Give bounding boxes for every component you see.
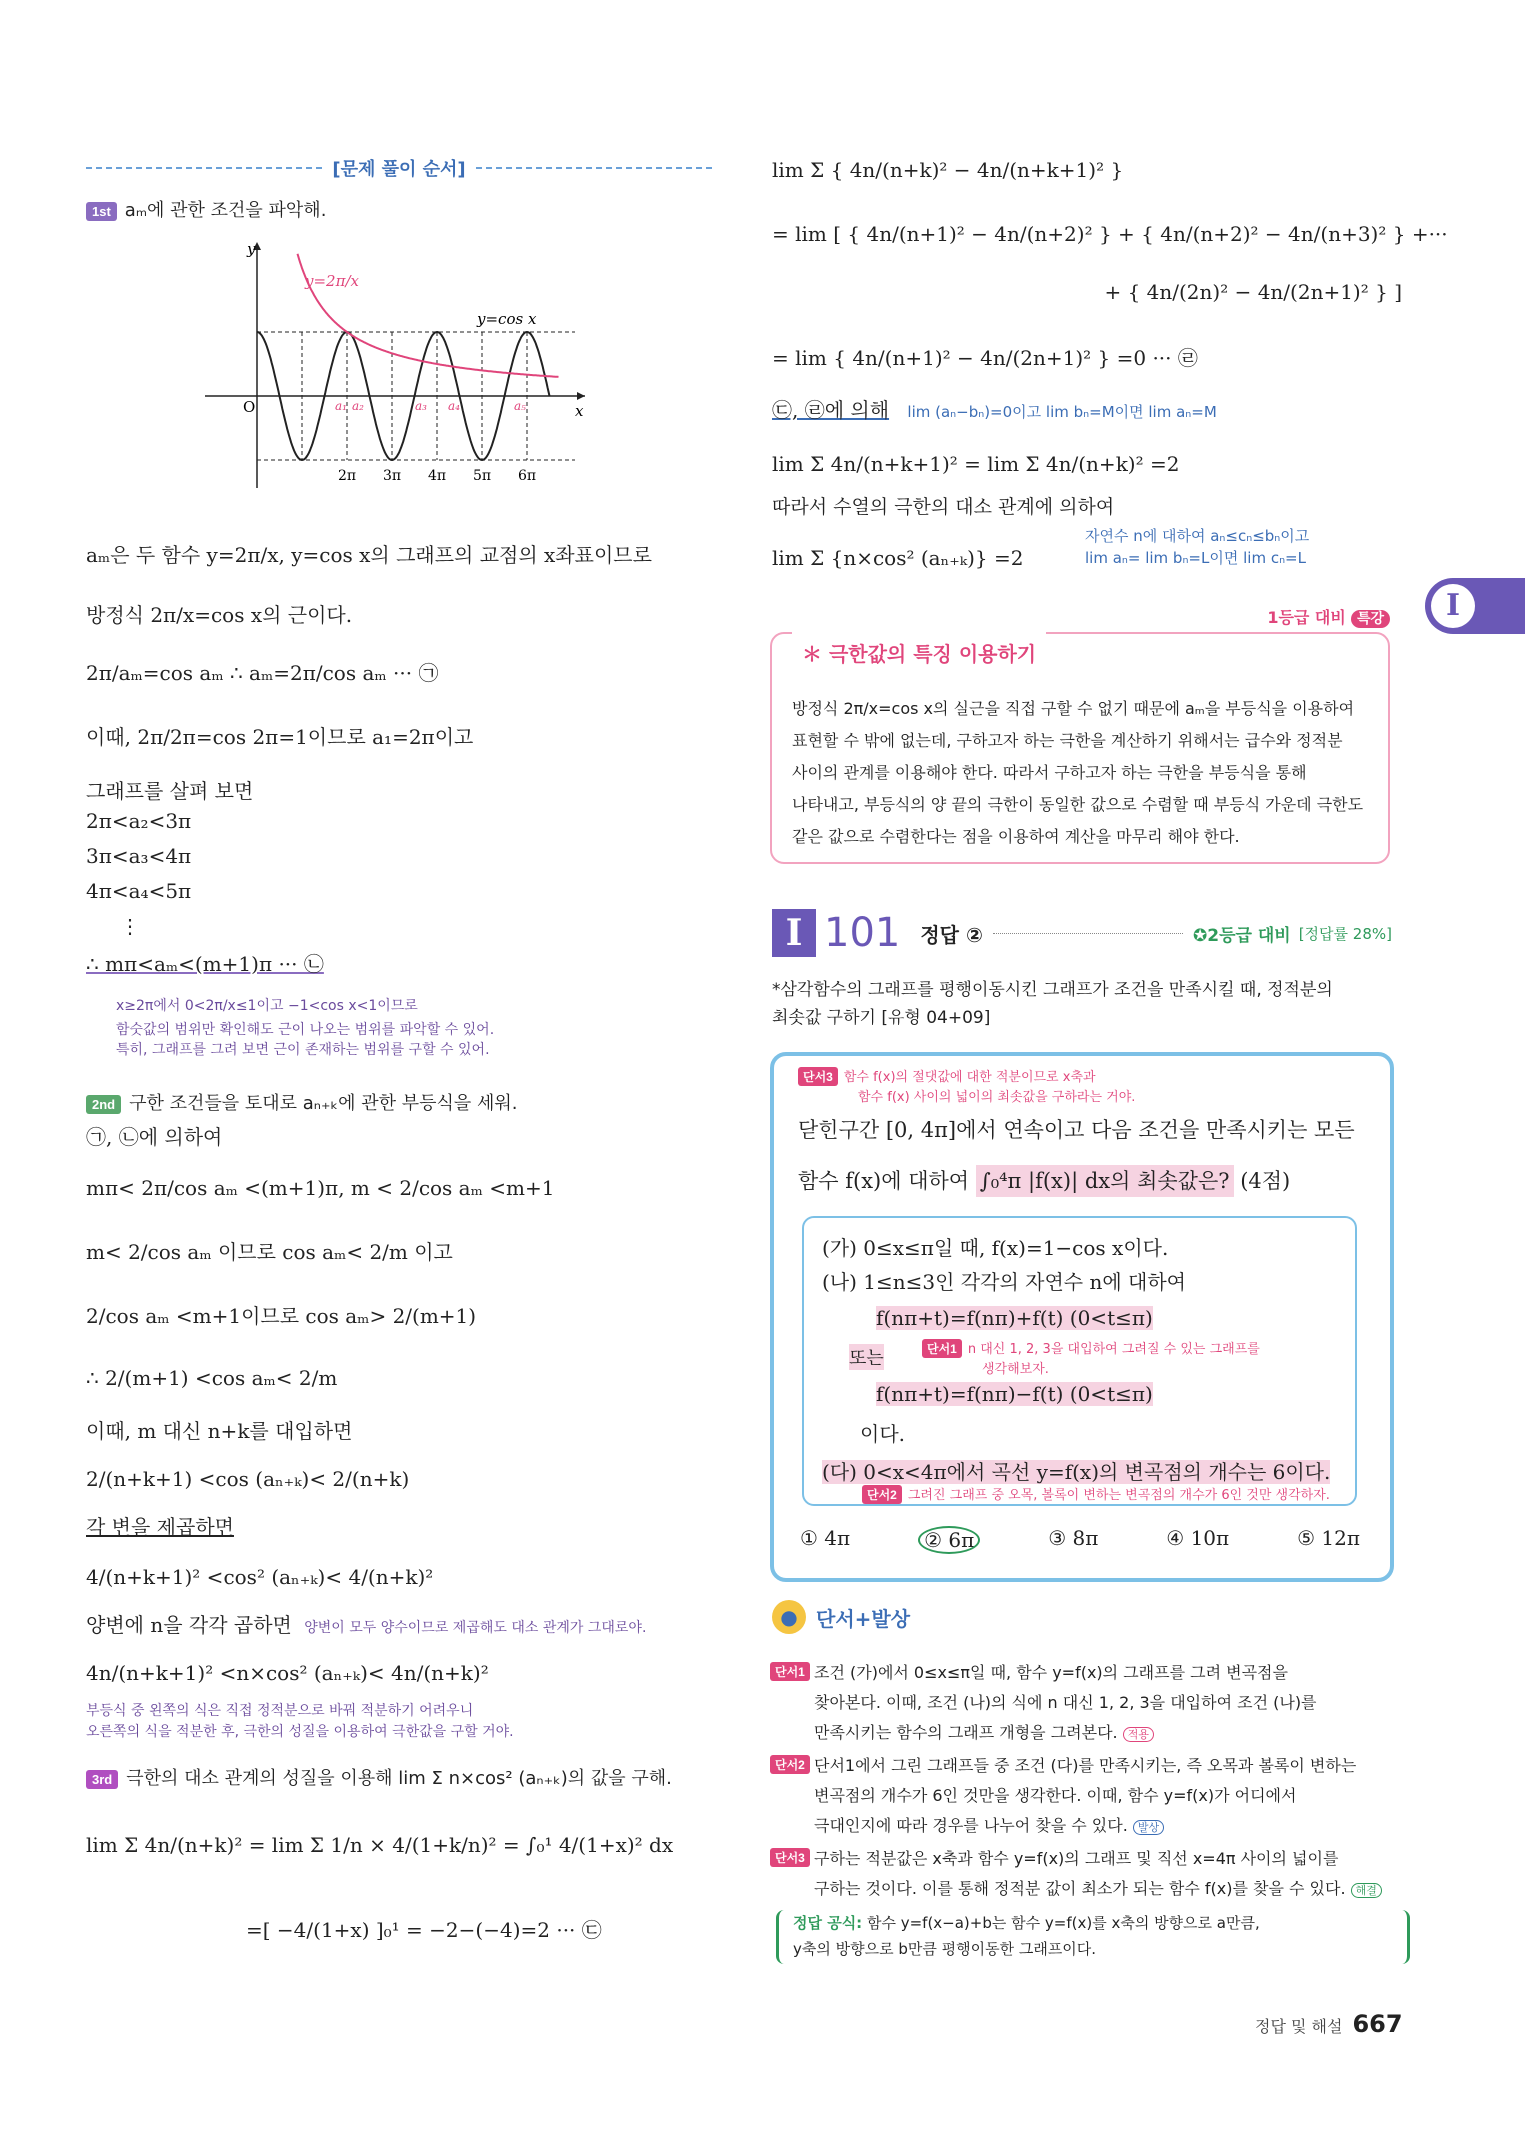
stem-line2 [798,1156,1290,1206]
side-tab-label: I [1431,584,1475,628]
x-axis-arrow [577,392,585,400]
rline-7-text: 따라서 수열의 극한의 대소 관계에 의하여 [772,496,1115,518]
note3 [86,1700,514,1742]
hint2-badge: 발상 [1133,1820,1164,1835]
hint1-line1: 조건 (가)에서 0≤x≤π일 때, 함수 y=f(x)의 그래프를 그려 변곡점을 [814,1663,1288,1682]
axis-y-label: y [247,240,256,258]
note1-line1: x≥2π에서 0<2π/x≤1이고 −1<cos x<1이므로 [116,998,418,1014]
note-limit: lim (aₙ−bₙ)=0이고 lim bₙ=M이면 lim aₙ=M [907,403,1217,421]
special-header [770,605,1390,628]
cond-b1: f(nπ+t)=f(nπ)+f(t) (0<t≤π) [876,1306,1153,1330]
line3-2: =[ −4/(1+x) ]₀¹ = −2−(−4)=2 ··· ㉢ [246,1918,602,1942]
choice-3[interactable]: ③ 8π [1048,1526,1099,1550]
step2 [86,1089,518,1115]
point-a3: a₃ [415,399,427,413]
note-squeeze-2: lim aₙ= lim bₙ=L이면 lim cₙ=L [1085,549,1306,567]
section-title: [문제 풀이 순서] [332,159,466,180]
hint2-tag: 단서2 [770,1755,810,1774]
clue3-tag: 단서3 [798,1067,838,1086]
hint3-line1: 구하는 적분값은 x축과 함수 y=f(x)의 그래프 및 직선 x=4π 사이의 넓이를 [814,1849,1339,1868]
hint-title: 단서+발상 [816,1606,911,1631]
hint3-tag: 단서3 [770,1848,810,1867]
answer-label: 정답 ② [920,922,983,947]
line2-7: 2/(n+k+1) <cos (aₙ₊ₖ)< 2/(n+k) [86,1467,410,1491]
note1 [116,995,494,1059]
note1-line2: 함숫값의 범위만 확인해도 근이 나오는 범위를 파악할 수 있어. [116,1022,495,1038]
special-title: 극한값의 특징 이용하기 [828,642,1037,666]
line-8: 4π<a₄<5π [86,879,192,903]
clue1-tag: 단서1 [922,1339,962,1358]
note3-line1: 부등식 중 왼쪽의 식은 직접 정적분으로 바꿔 적분하기 어려우니 [86,1703,474,1719]
stem-integral: ∫₀⁴π |f(x)| dx의 최솟값은? [976,1165,1234,1197]
cond-c [822,1456,1330,1485]
line-4: 이때, 2π/2π=cos 2π=1이므로 a₁=2π이고 [86,725,474,749]
choice-5[interactable]: ⑤ 12π [1297,1526,1360,1550]
rline-6: lim Σ 4n/(n+k+1)² = lim Σ 4n/(n+k)² =2 [772,452,1180,476]
line2-2: mπ< 2π/cos aₘ <(m+1)π, m < 2/cos aₘ <m+1 [86,1176,555,1200]
clue3-line2: 함수 f(x) 사이의 넓이의 최솟값을 구하라는 거야. [858,1090,1136,1105]
side-tab[interactable] [1425,578,1525,634]
origin-label: O [243,398,256,416]
formula-box [776,1910,1410,1964]
cond-c-text: (다) 0<x<4π에서 곡선 y=f(x)의 변곡점의 개수는 6이다. [822,1460,1331,1484]
special-body-5: 같은 값으로 수렴한다는 점을 이용하여 계산을 마무리 해야 한다. [792,827,1240,846]
clue2-tag: 단서2 [862,1485,902,1504]
correct-rate: [정답률 28%] [1298,924,1392,943]
note1-line3: 특히, 그래프를 그려 보면 근이 존재하는 범위를 구할 수 있어. [116,1042,490,1058]
page-number: 667 [1352,2010,1403,2038]
choice-2[interactable]: ② 6π [918,1526,980,1554]
special-body-1: 방정식 2π/x=cos x의 실근을 직접 구할 수 없기 때문에 aₘ을 부등식을 이용하여 [792,699,1355,718]
point-a4: a₄ [448,399,460,413]
rline-8: lim Σ {n×cos² (aₙ₊ₖ)} =2 [772,546,1024,570]
special-body-3: 사이의 관계를 이용해야 한다. 따라서 구하고자 하는 극한을 부등식을 통해 [792,763,1307,782]
tick-4pi: 4π [427,468,447,484]
hint1-line3: 만족시키는 함수의 그래프 개형을 그려본다. [814,1723,1118,1742]
point-a2: a₂ [352,399,364,413]
clue1-line1: n 대신 1, 2, 3을 대입하여 그려질 수 있는 그래프를 [967,1342,1260,1357]
cond-a: (가) 0≤x≤π일 때, f(x)=1−cos x이다. [822,1236,1169,1260]
tick-5pi: 5π [472,468,492,484]
point-a5: a₅ [514,399,526,413]
special-body-4: 나타내고, 부등식의 양 끝의 극한이 동일한 값으로 수렴할 때 부등식 가운데 극한도 [792,795,1364,814]
special-body-2: 표현할 수 밖에 없는데, 구하고자 하는 극한을 계산하기 위해서는 급수와 정적분 [792,731,1343,750]
step2-tag: 2nd [86,1095,121,1114]
clue1 [922,1338,1260,1377]
rline-5: ㉢, ㉣에 의해 [772,398,890,422]
stem-line1: 닫힌구간 [0, 4π]에서 연속이고 다음 조건을 만족시키는 모든 [798,1118,1355,1142]
cond-b2: f(nπ+t)=f(nπ)−f(t) (0<t≤π) [876,1382,1153,1406]
summary-line1: *삼각함수의 그래프를 평행이동시킨 그래프가 조건을 만족시킬 때, 정적분의 [772,980,1333,1000]
clue3 [798,1066,1135,1105]
line2-10-text: 양변에 n을 각각 곱하면 [86,1613,292,1637]
footer [1255,2010,1403,2038]
grade-star-icon: ✪ [1193,925,1208,946]
point-a1: a₁ [335,399,347,413]
cond-b-end: 이다. [860,1422,905,1446]
cond-b-or: 또는 [849,1344,884,1370]
graph [195,238,595,498]
stem-pre: 함수 f(x)에 대하여 [798,1169,970,1193]
left-lines [86,535,726,978]
hint-item-1 [770,1660,1400,1753]
hint2-line3: 극대인지에 따라 경우를 나누어 찾을 수 있다. [814,1816,1128,1835]
special-badge: 특강 [1351,610,1390,628]
special-body [792,696,1377,856]
note-squeeze-1: 자연수 n에 대하여 aₙ≤cₙ≤bₙ이고 [1085,527,1310,545]
formula-line1: 함수 y=f(x−a)+b는 함수 y=f(x)를 x축의 방향으로 a만큼, [866,1914,1260,1932]
step1-tag: 1st [86,202,117,221]
choices [800,1526,1360,1554]
line2-4: 2/cos aₘ <m+1이므로 cos aₘ> 2/(m+1) [86,1304,477,1328]
rline-3: + { 4n/(2n)² − 4n/(2n+1)² } ] [1104,280,1402,304]
axis-x-label: x [575,402,584,420]
line-5: 그래프를 살펴 보면 [86,779,254,803]
rline-1: lim Σ { 4n/(n+k)² − 4n/(n+k+1)² } [772,158,1124,182]
line2-8: 각 변을 제곱하면 [86,1515,234,1539]
hint2-line2: 변곡점의 개수가 6인 것만을 생각한다. 이때, 함수 y=f(x)가 어디에서 [814,1786,1297,1805]
rline-4: = lim { 4n/(n+1)² − 4n/(2n+1)² } =0 ··· ㉣ [772,346,1198,370]
step1 [86,196,326,222]
line-10: ∴ mπ<aₘ<(m+1)π ··· ㉡ [86,952,324,976]
hint-item-2 [770,1753,1400,1846]
hint1-line2: 찾아본다. 이때, 조건 (나)의 식에 n 대신 1, 2, 3을 대입하여 조건 (나)를 [814,1693,1317,1712]
note3-line2: 오른쪽의 식을 적분한 후, 극한의 성질을 이용하여 극한값을 구할 거야. [86,1724,514,1740]
formula-label: 정답 공식: [793,1914,863,1932]
clue2 [862,1484,1330,1504]
tick-6pi: 6π [517,468,537,484]
section-title-row [86,155,712,181]
hint2-line1: 단서1에서 그린 그래프들 중 조건 (다)를 만족시키는, 즉 오목과 볼록이 변하는 [814,1756,1357,1775]
choice-4[interactable]: ④ 10π [1166,1526,1230,1550]
tick-2pi: 2π [337,468,357,484]
line2-1: ㉠, ㉡에 의하여 [86,1125,223,1149]
special-star-icon: ＊ [802,642,829,666]
line-7: 3π<a₃<4π [86,844,192,868]
problem-header [772,908,1392,958]
line2-3: m< 2/cos aₘ 이므로 cos aₘ< 2/m 이고 [86,1240,453,1264]
line2-5: ∴ 2/(m+1) <cos aₘ< 2/m [86,1366,338,1390]
step3 [86,1764,672,1790]
hint3-badge: 해결 [1351,1883,1382,1898]
choice-1[interactable]: ① 4π [800,1526,851,1550]
hint1-tag: 단서1 [770,1662,810,1681]
footer-label: 정답 및 해설 [1255,2017,1343,2036]
step1-text: aₘ에 관한 조건을 파악해. [124,200,327,221]
problem-number: 101 [824,910,901,956]
line-9: ⋮ [120,914,140,938]
line-2: 방정식 2π/x=cos x의 근이다. [86,603,353,627]
hyperbola-label: y=2π/x [305,272,359,290]
summary-line2: 최솟값 구하기 [유형 04+09] [772,1008,991,1028]
hint-item-3 [770,1846,1400,1916]
step3-tag: 3rd [86,1770,118,1789]
special-box [770,632,1390,864]
hint1-badge: 적용 [1123,1727,1154,1742]
hint-items [770,1660,1400,1916]
grade-label [1193,921,1291,946]
note-squeeze [1085,525,1309,569]
line2-6: 이때, m 대신 n+k를 대입하면 [86,1419,353,1443]
line-3: 2π/aₘ=cos aₘ ∴ aₘ=2π/cos aₘ ··· ㉠ [86,661,439,685]
right-lines [772,145,1448,383]
problem-box [770,1052,1394,1582]
hint-title-row [772,1600,910,1634]
problem-summary [772,975,1333,1031]
hint3-line2: 구하는 것이다. 이를 통해 정적분 값이 최소가 되는 함수 f(x)를 찾을 수 있다. [814,1879,1346,1898]
tick-3pi: 3π [382,468,402,484]
rline-7 [772,492,1114,526]
lightbulb-icon: ● [772,1600,806,1634]
line-1: aₘ은 두 함수 y=2π/x, y=cos x의 그래프의 교점의 x좌표이므로 [86,543,652,567]
line2-11: 4n/(n+k+1)² <n×cos² (aₙ₊ₖ)< 4n/(n+k)² [86,1661,489,1685]
line3-1: lim Σ 4n/(n+k)² = lim Σ 1/n × 4/(1+k/n)² = ∫₀¹ 4/(1+x)² dx [86,1833,674,1857]
special-tag: 1등급 대비 [1267,608,1346,627]
cos-label: y=cos x [477,310,537,328]
cond-b: (나) 1≤n≤3인 각각의 자연수 n에 대하여 [822,1270,1186,1294]
rline-2: = lim [ { 4n/(n+1)² − 4n/(n+2)² } + { 4n/(n+2)² − 4n/(n+3)² } +··· [772,222,1448,246]
step2-text: 구한 조건들을 토대로 aₙ₊ₖ에 관한 부등식을 세워. [129,1093,518,1114]
note2: 양변이 모두 양수이므로 제곱해도 대소 관계가 그대로야. [304,1620,647,1636]
stem-points: (4점) [1240,1169,1291,1193]
step3-text: 극한의 대소 관계의 성질을 이용해 lim Σ n×cos² (aₙ₊ₖ)의 값을 구해. [126,1768,672,1789]
left-lines2 [86,1120,726,1698]
problem-roman: I [772,909,816,957]
clue1-line2: 생각해보자. [982,1362,1049,1377]
line-6: 2π<a₂<3π [86,809,192,833]
rline-5-row [772,394,1217,423]
formula-line2: y축의 방향으로 b만큼 평행이동한 그래프이다. [793,1940,1097,1958]
grade-text: 2등급 대비 [1207,925,1291,946]
clue2-text: 그려진 그래프 중 오목, 볼록이 변하는 변곡점의 개수가 6인 것만 생각하자. [907,1488,1330,1503]
conditions-box [802,1216,1357,1506]
line2-9: 4/(n+k+1)² <cos² (aₙ₊ₖ)< 4/(n+k)² [86,1565,434,1589]
line2-10 [86,1608,726,1648]
clue3-line1: 함수 f(x)의 절댓값에 대한 적분이므로 x축과 [843,1070,1096,1085]
